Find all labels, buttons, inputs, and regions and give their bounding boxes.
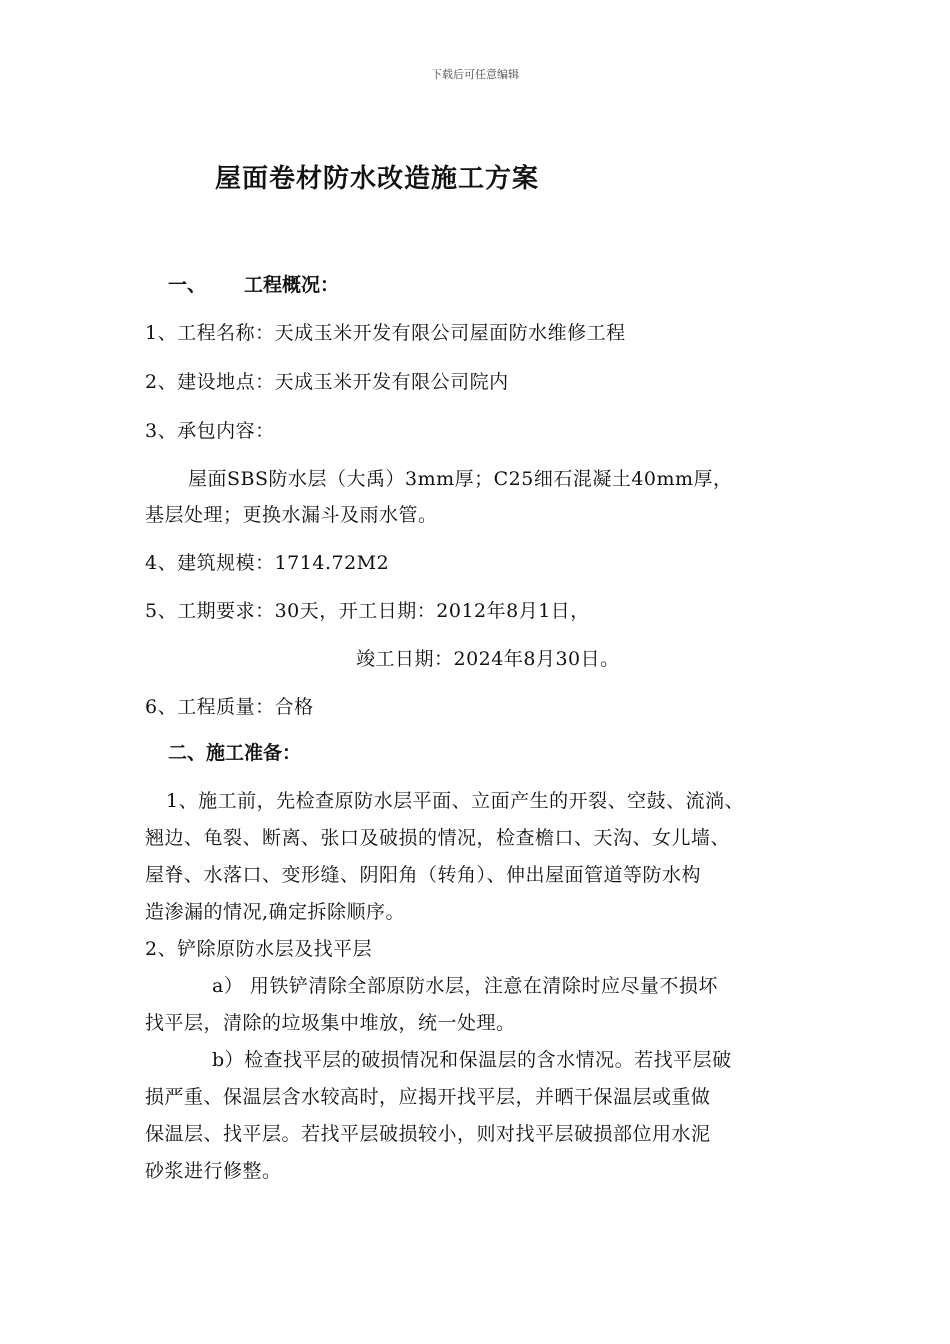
removal-step-b-line: 保温层、找平层。若找平层破损较小，则对找平层破损部位用水泥 xyxy=(145,1123,711,1145)
prep-paragraph-line: 翘边、龟裂、断离、张口及破损的情况，检查檐口、天沟、女儿墙、 xyxy=(145,827,731,849)
contract-scope-detail-2: 基层处理；更换水漏斗及雨水管。 xyxy=(145,504,438,526)
contract-scope-line: 3、承包内容： xyxy=(145,420,275,442)
prep-paragraph-line: 1、施工前，先检查原防水层平面、立面产生的开裂、空鼓、流淌、 xyxy=(166,790,745,812)
site-location-line: 2、建设地点：天成玉米开发有限公司院内 xyxy=(145,371,509,393)
prep-paragraph-line: 造渗漏的情况,确定拆除顺序。 xyxy=(145,901,406,923)
contract-scope-detail-1: 屋面SBS防水层（大禹）3mm厚；C25细石混凝土40mm厚， xyxy=(188,468,733,490)
section-2-heading: 二、施工准备： xyxy=(168,742,302,764)
section-1-heading: 工程概况： xyxy=(244,274,340,296)
removal-step-a-line: a） 用铁铲清除全部原防水层，注意在清除时应尽量不损坏 xyxy=(212,975,718,997)
schedule-line: 5、工期要求：30天，开工日期：2012年8月1日， xyxy=(145,600,590,622)
header-note: 下载后可任意编辑 xyxy=(431,68,519,81)
removal-step-b-line: b）检查找平层的破损情况和保温层的含水情况。若找平层破 xyxy=(212,1049,732,1071)
removal-step-b-line: 损严重、保温层含水较高时，应揭开找平层，并晒干保温层或重做 xyxy=(145,1086,711,1108)
removal-step-b-line: 砂浆进行修整。 xyxy=(145,1160,282,1182)
prep-paragraph-line: 屋脊、水落口、变形缝、阴阳角（转角）、伸出屋面管道等防水构 xyxy=(145,864,702,886)
removal-heading-line: 2、铲除原防水层及找平层 xyxy=(145,938,373,960)
completion-date-line: 竣工日期：2024年8月30日。 xyxy=(356,648,620,670)
document-title: 屋面卷材防水改造施工方案 xyxy=(215,164,540,194)
project-name-line: 1、工程名称：天成玉米开发有限公司屋面防水维修工程 xyxy=(145,322,626,344)
section-1-number: 一、 xyxy=(168,274,207,296)
removal-step-a-line: 找平层，清除的垃圾集中堆放，统一处理。 xyxy=(145,1012,516,1034)
building-scale-line: 4、建筑规模：1714.72M2 xyxy=(145,552,390,574)
quality-line: 6、工程质量：合格 xyxy=(145,696,314,718)
